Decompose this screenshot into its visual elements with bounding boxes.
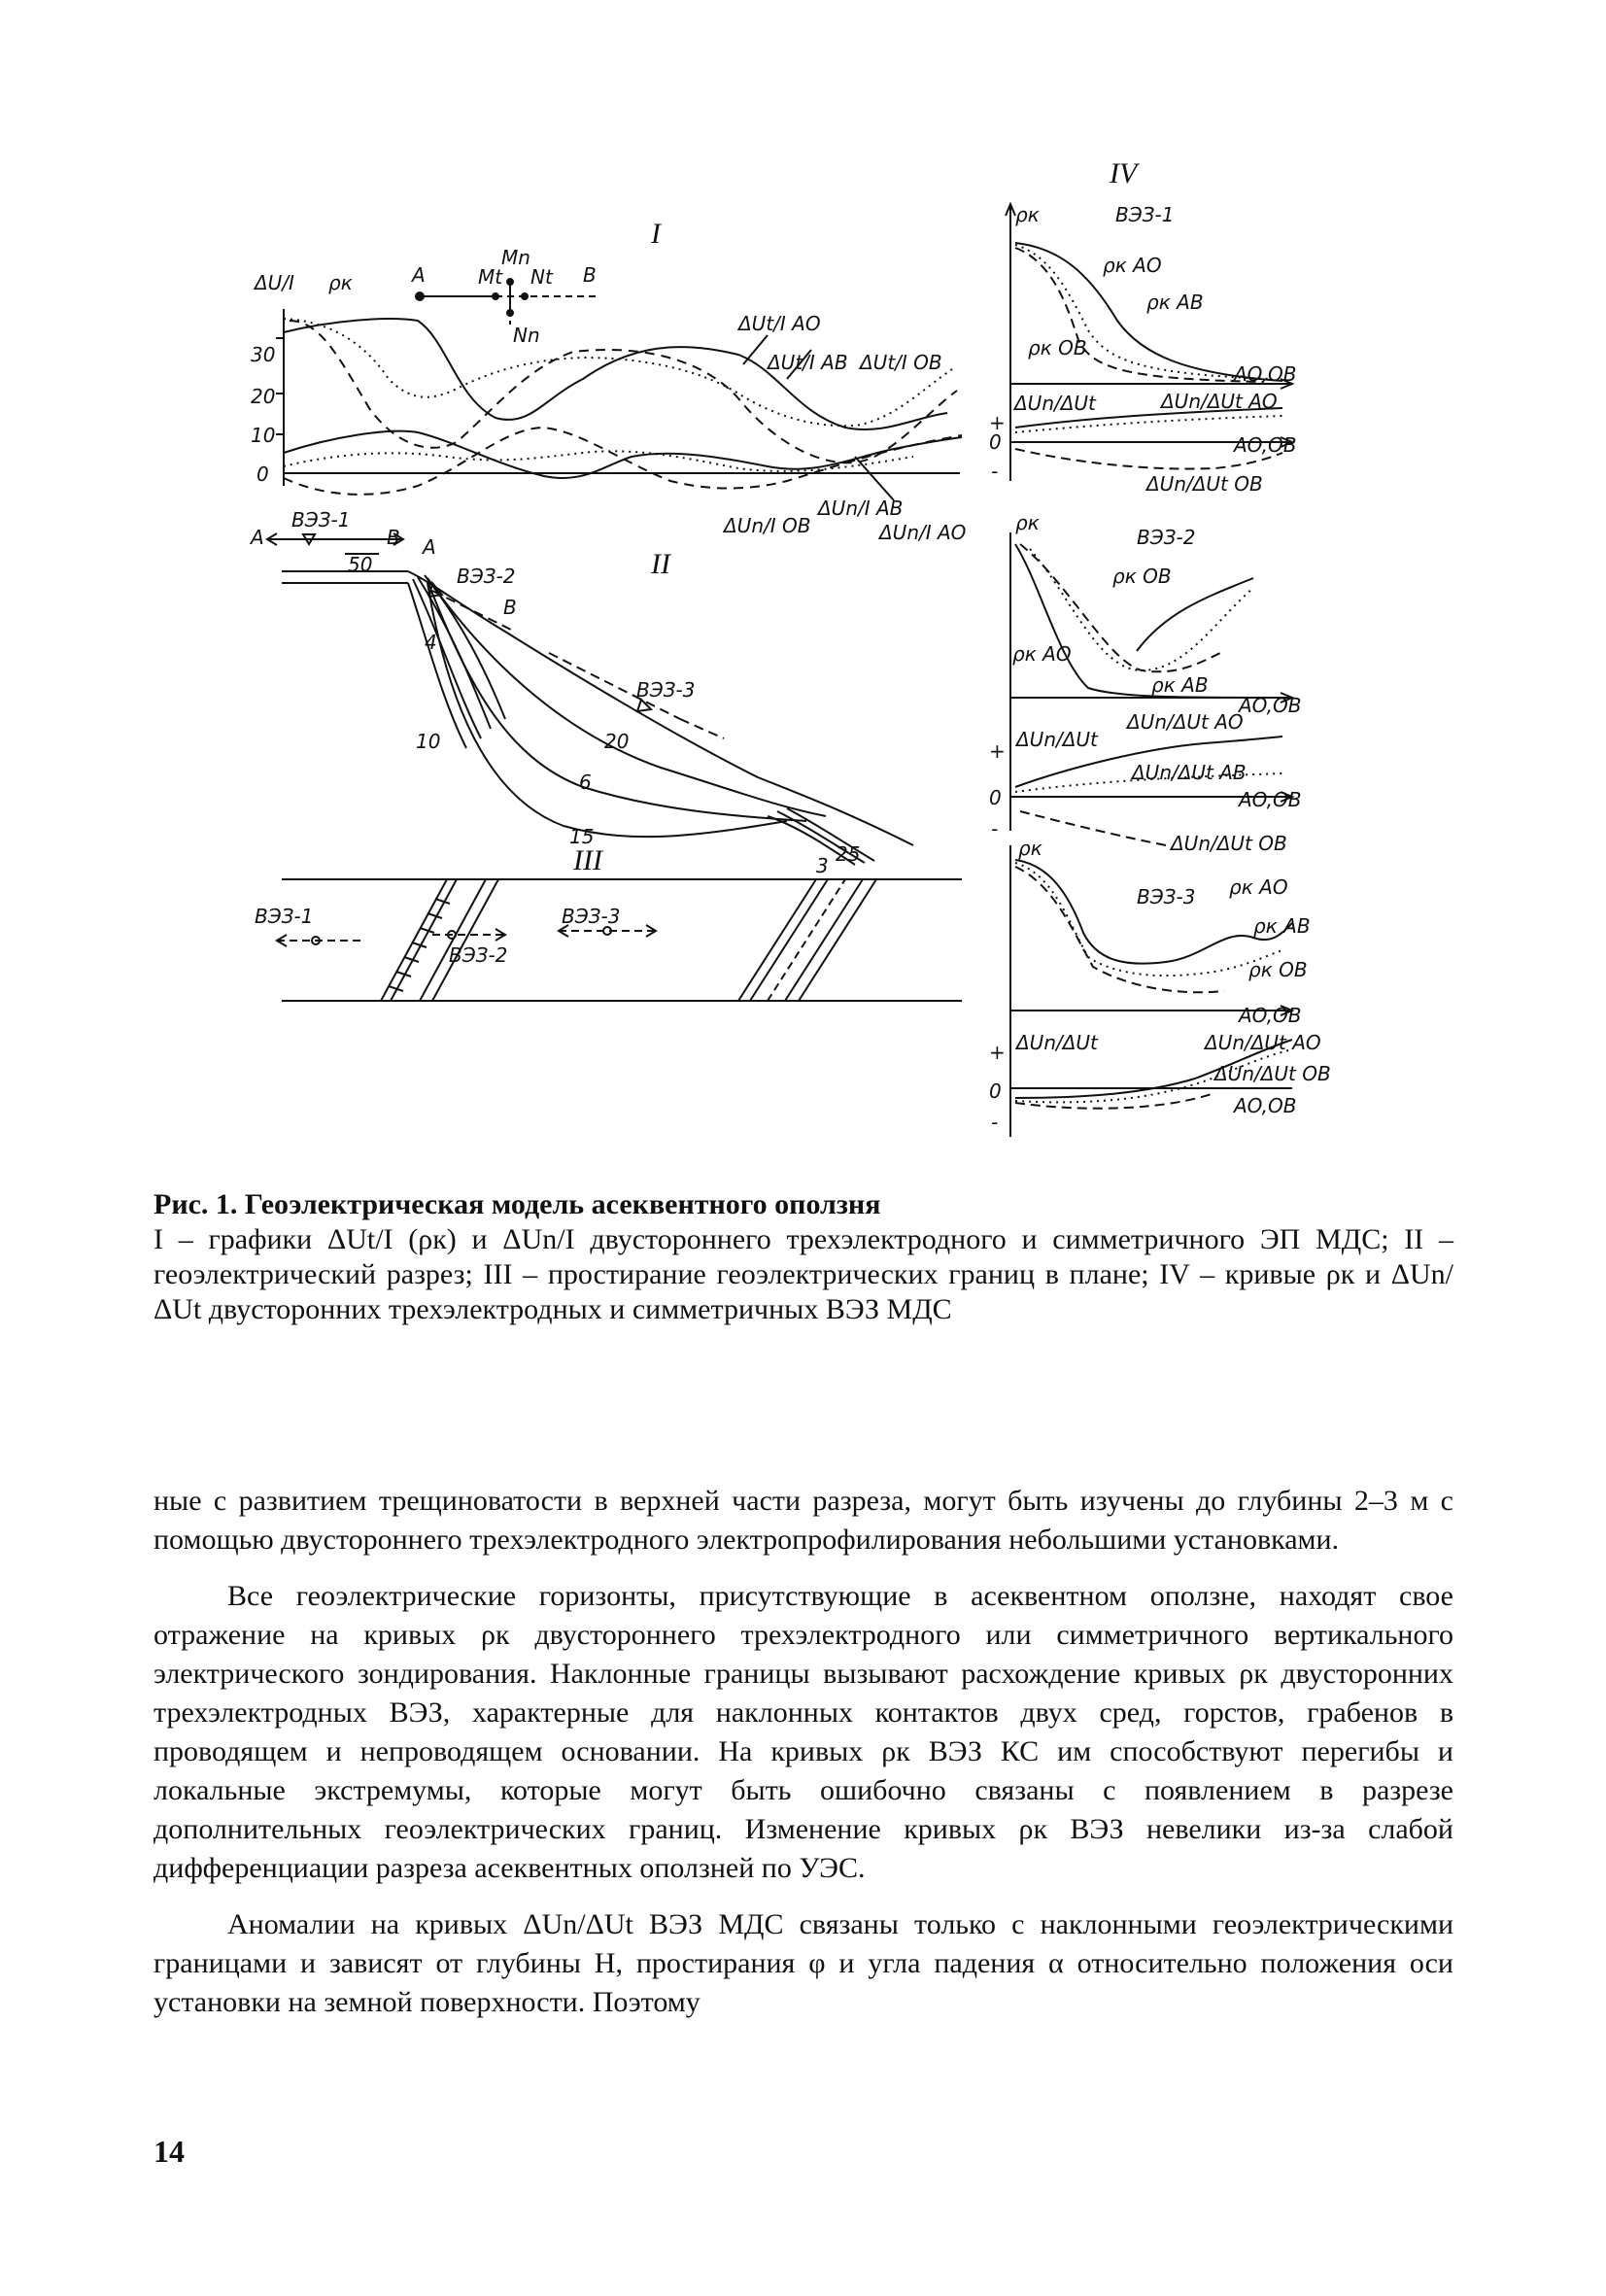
panel-three-vez1: ВЭЗ-1 (255, 905, 314, 928)
y-tick-10: 10 (251, 424, 276, 447)
vez1-ratio-axis: ΔUn/ΔUt (1014, 392, 1096, 415)
vez2-ratio-ab: ΔUn/ΔUt AB (1132, 761, 1247, 784)
vez2-rho-ob-label: ρк OB (1112, 565, 1172, 588)
curve-label-un-ab: ΔUn/I AB (818, 497, 904, 520)
vez3-rho-ab-label: ρк AB (1253, 914, 1311, 938)
panel-three-vez2: ВЭЗ-2 (449, 943, 508, 967)
vez3-title: ВЭЗ-3 (1137, 885, 1196, 908)
vez2-ratio-axis: ΔUn/ΔUt (1016, 728, 1098, 751)
vez1-minus: - (991, 460, 999, 483)
vez1-ratio-ao: ΔUn/ΔUt AO (1161, 390, 1278, 413)
vez1-rho-ao-label: ρк AO (1103, 254, 1162, 277)
layer-label-25: 25 (836, 842, 861, 866)
section-label-three: III (573, 844, 602, 876)
vez1-axis-end-bottom: AO,OB (1234, 433, 1297, 457)
vez3-zero: 0 (989, 1079, 1002, 1103)
layer-label-6: 6 (579, 771, 592, 794)
vez2-ratio-ob: ΔUn/ΔUt OB (1171, 832, 1287, 855)
setup-label-mn: Mn (501, 246, 530, 269)
section-label-four: IV (1110, 157, 1138, 189)
panel-three (277, 879, 962, 1001)
vez3-ratio-ao: ΔUn/ΔUt AO (1205, 1031, 1321, 1054)
panel-three-vez3: ВЭЗ-3 (562, 905, 621, 928)
y-tick-0: 0 (256, 463, 269, 486)
vez1-zero: 0 (989, 430, 1002, 454)
vez2-rho-ab-label: ρк AB (1151, 673, 1209, 697)
vez3-axis-end-bottom: AO,OB (1234, 1094, 1297, 1117)
paragraph-1: ные с развитием трещиноватости в верхней части разреза, могут быть изучены до глубины 2–3 м с помощью двустороннего трехэлектродного электропрофилирования небольшими установками. (154, 1485, 1453, 1556)
vez2-minus: - (991, 817, 999, 840)
curve-ut-ao (284, 319, 947, 429)
panel-one (276, 279, 962, 500)
vez1-rho-axis: ρк (1015, 203, 1040, 226)
layer-label-10: 10 (416, 730, 441, 753)
y-tick-20: 20 (251, 385, 276, 408)
y-tick-30: 30 (251, 343, 276, 366)
curve-label-ut-ao: ΔUt/I AO (738, 312, 821, 335)
layer-label-4: 4 (425, 631, 437, 654)
panel-two-label-b-lower: B (503, 596, 517, 619)
section-label-one: I (651, 218, 661, 250)
curve-label-un-ao: ΔUn/I AO (879, 521, 967, 544)
panel-two-label-a-left: A (251, 526, 264, 549)
curve-un-ao (284, 431, 962, 478)
vez2-title: ВЭЗ-2 (1137, 526, 1196, 549)
axis-label-rho: ρк (328, 271, 353, 294)
setup-label-b: B (583, 263, 597, 287)
vez2-axis-end-top: AO,OB (1239, 694, 1302, 717)
panel-two-vez1: ВЭЗ-1 (291, 508, 351, 531)
curve-ut-ob (290, 321, 957, 463)
vez2-ratio-ao: ΔUn/ΔUt AO (1127, 710, 1244, 734)
layer-curve-15 (427, 583, 787, 837)
panel-two (267, 533, 913, 865)
panel-two-label-b-top: B (387, 526, 400, 549)
layer-label-50: 50 (348, 553, 373, 576)
vez3-ratio-axis: ΔUn/ΔUt (1016, 1031, 1098, 1054)
vez2-zero: 0 (989, 786, 1002, 809)
paragraph-2: Все геоэлектрические горизонты, присутствующие в асеквентном оползне, находят свое отражение на кривых ρк двустороннего трехэлектродного или симметричного вертикального электрического зондирования. Наклонные границы вызывают расхождение кривых ρк двусторонних трехэлектродных ВЭЗ, характерные для наклонных контактов двух сред, горстов, грабенов в проводящем и непроводящем основании. На кривых ρк ВЭЗ КС им способствуют перегибы и локальные экстремумы, которые могут быть ошибочно связаны с появлением в разрезе дополнительных геоэлектрических границ. Изменение кривых ρк ВЭЗ невелики из-за слабой дифференциации разреза асеквентных оползней по УЭС. (154, 1580, 1453, 1884)
panel-two-vez2: ВЭЗ-2 (457, 565, 516, 588)
vez3-plus: + (989, 1041, 1006, 1064)
vez3-rho-axis: ρк (1018, 837, 1042, 860)
vez1-axis-end-top: AO,OB (1234, 362, 1297, 386)
vez1-title: ВЭЗ-1 (1115, 203, 1175, 226)
layer-curve-6 (427, 581, 806, 821)
curve-un-ab (284, 451, 913, 471)
figure-caption (154, 1187, 1453, 1327)
paragraph-3: Аномалии на кривых ΔUn/ΔUt ВЭЗ МДС связаны только с наклонными геоэлектрическими границами и зависят от глубины H, простирания φ и угла падения α относительно положения оси установки на земной поверхности. Поэтому (154, 1908, 1453, 2018)
figure-caption-body: I – графики ΔUt/I (ρк) и ΔUn/I двустороннего трехэлектродного и симметричного ЭП МДС; II – геоэлектрический разрез; III – простирание геоэлектрических границ в плане; IV – кривые ρк и ΔUn/ΔUt двусторонних трехэлектродных и симметричных ВЭЗ МДС (154, 1223, 1453, 1325)
vez1-rho-ab-label: ρк AB (1146, 291, 1204, 314)
setup-label-mt: Mt (478, 265, 503, 289)
body-text (154, 1482, 1453, 2039)
vez3-rho-ao-label: ρк AO (1229, 875, 1288, 899)
curve-label-ut-ob: ΔUt/I OB (860, 351, 942, 374)
curve-ut-ab (284, 319, 952, 426)
setup-label-nt: Nt (530, 265, 553, 289)
vez3-ratio-ob: ΔUn/ΔUt OB (1214, 1062, 1331, 1085)
vez3-rho-ob-label: ρк OB (1248, 958, 1308, 981)
layer-label-20: 20 (604, 730, 630, 753)
vez2-rho-axis: ρк (1015, 511, 1040, 534)
layer-label-3: 3 (816, 854, 829, 877)
vez3-axis-end-top: AO,OB (1239, 1004, 1302, 1027)
page-number: 14 (154, 2134, 185, 2169)
setup-label-a: A (412, 263, 426, 287)
layer-label-15: 15 (569, 825, 595, 848)
vez2-plus: + (989, 739, 1006, 763)
vez1-ratio-ob: ΔUn/ΔUt OB (1146, 472, 1263, 496)
vez2-rho-ab (1137, 578, 1253, 651)
electrode-setup (416, 279, 598, 326)
panel-two-vez3: ВЭЗ-3 (636, 678, 696, 702)
axis-label-delta-u: ΔU/I (255, 271, 294, 294)
curve-label-ut-ab: ΔUt/I AB (768, 351, 848, 374)
vez2-rho-ao-label: ρк AO (1012, 642, 1072, 666)
panel-two-label-a-right: A (423, 535, 436, 559)
setup-label-nn: Nn (513, 324, 540, 347)
curve-label-un-ob: ΔUn/I OB (724, 514, 811, 537)
figure-caption-title: Рис. 1. Геоэлектрическая модель асеквентного оползня (154, 1188, 881, 1220)
vez1-rho-ob-label: ρк OB (1028, 336, 1087, 360)
vez1-plus: + (989, 411, 1006, 434)
section-label-two: II (651, 548, 670, 580)
vez3-minus: - (991, 1111, 999, 1134)
vez2-axis-end-bottom: AO,OB (1239, 788, 1302, 811)
